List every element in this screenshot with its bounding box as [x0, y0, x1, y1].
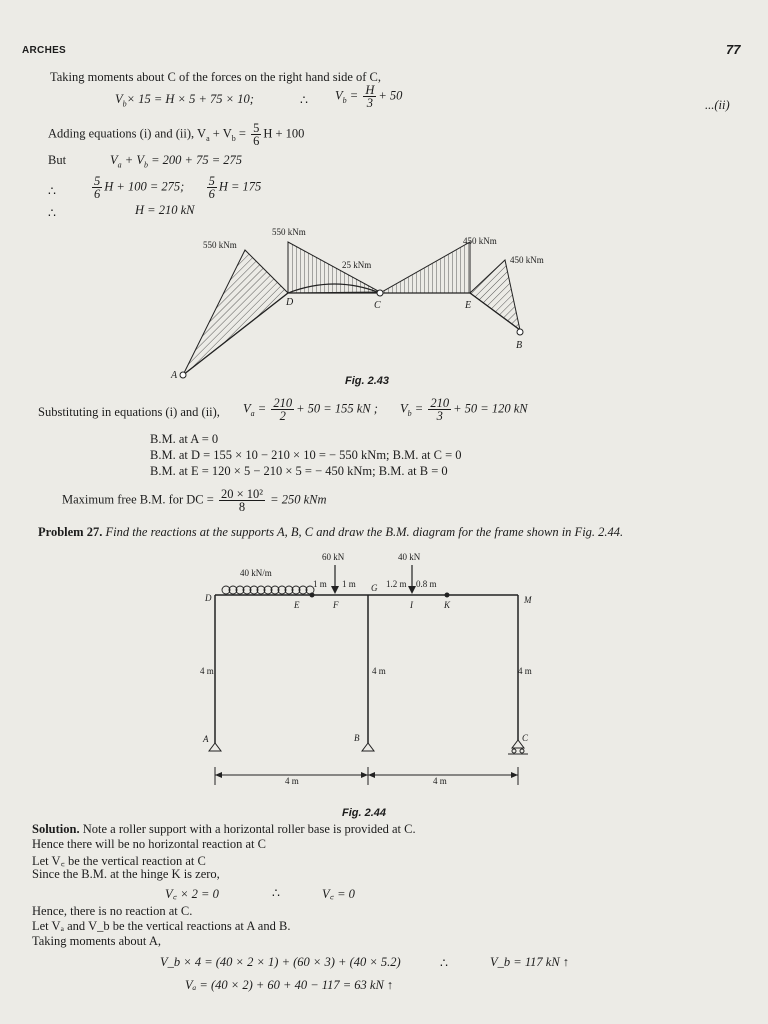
problem-statement: Problem 27. Find the reactions at the supports A, B, C and draw the B.M. diagram for the frame shown in Fig. 2.44.: [38, 525, 624, 539]
therefore-symbol: ∴: [48, 184, 56, 198]
label-udl: 40 kN/m: [240, 568, 272, 578]
figure-caption-2-43: Fig. 2.43: [345, 375, 390, 387]
label-550-top: 550 kNm: [272, 227, 306, 237]
solution-line-1: Solution. Note a roller support with a horizontal roller base is provided at C.: [32, 822, 416, 836]
label-i: I: [410, 600, 413, 610]
substitution-text: Substituting in equations (i) and (ii),: [38, 405, 220, 419]
bm-line-1: B.M. at A = 0: [150, 432, 219, 446]
load-60-arrowhead: [331, 586, 339, 594]
substitution-va: $V_a$ = $\frac{210}{2}$ + 50 = 155 kN ;: [243, 396, 378, 423]
frame-diagram-fig-2-44: [0, 545, 768, 795]
eq5: H = 210 kN: [135, 203, 195, 217]
dim-1m-b: 1 m: [342, 579, 356, 589]
figure-caption-2-44: Fig. 2.44: [342, 807, 387, 819]
width-1: 4 m: [285, 776, 299, 786]
eq1-lhs: $V_b\times 15 = H \times 5 + 75 \times 10$;: [115, 92, 254, 109]
height-a: 4 m: [200, 666, 214, 676]
solution-moment-eq: V_b × 4 = (40 × 2 × 1) + (60 × 3) + (40 × 5.2): [160, 955, 401, 969]
label-c: C: [374, 300, 381, 311]
height-b: 4 m: [372, 666, 386, 676]
page-number: 77: [726, 42, 741, 57]
support-b: [517, 329, 523, 335]
but-label: But: [48, 153, 67, 167]
label-b: B: [516, 340, 523, 351]
udl-load: [222, 586, 314, 594]
solution-va-result: Vₐ = (40 × 2) + 60 + 40 − 117 = 63 kN ↑: [185, 978, 394, 992]
equation-tag: ...(ii): [705, 98, 730, 112]
solution-line-6: Hence, there is no reaction at C.: [32, 904, 193, 918]
running-header: ARCHES: [22, 45, 67, 56]
label-450-top: 450 kNm: [463, 236, 497, 246]
label-550-left: 550 kNm: [203, 240, 237, 250]
label-40kn: 40 kN: [398, 552, 421, 562]
support-a-symbol: [209, 743, 221, 751]
therefore-symbol: ∴: [300, 93, 308, 107]
eq1-intro: Taking moments about C of the forces on the right hand side of C,: [50, 70, 382, 84]
solution-line-7: Let Vₐ and V_b be the vertical reactions at A and B.: [32, 919, 291, 933]
bm-region-ad: [183, 250, 288, 375]
therefore-symbol: ∴: [440, 956, 448, 970]
label-450-right: 450 kNm: [510, 255, 544, 265]
label-c: C: [522, 733, 529, 743]
hinge-c: [377, 290, 383, 296]
eq1-rhs: $V_b$ = $\frac{H}{3}$ + 50: [335, 83, 403, 110]
bm-region-eb: [470, 260, 520, 330]
therefore-symbol: ∴: [272, 886, 280, 900]
label-a: A: [203, 734, 209, 744]
dim-1-2m: 1.2 m: [386, 579, 407, 589]
label-g: G: [371, 583, 378, 593]
point-e: [310, 593, 315, 598]
substitution-vb: $V_b$ = $\frac{210}{3}$ + 50 = 120 kN: [400, 396, 528, 423]
eq4: $\frac{5}{6}$ H + 100 = 275; $\frac{5}{6}$ H = 175: [94, 174, 262, 201]
solution-line-3: Let V꜀ be the vertical reaction at C: [32, 854, 206, 868]
hinge-k: [445, 593, 450, 598]
label-25: 25 kNm: [342, 260, 372, 270]
support-b-symbol: [362, 743, 374, 751]
therefore-symbol: ∴: [48, 206, 56, 220]
solution-line-2: Hence there will be no horizontal reaction at C: [32, 837, 266, 851]
label-e: E: [294, 600, 300, 610]
load-40-arrowhead: [408, 586, 416, 594]
label-d: D: [205, 593, 212, 603]
support-a: [180, 372, 186, 378]
solution-line-8: Taking moments about A,: [32, 934, 161, 948]
label-k: K: [444, 600, 451, 610]
label-f: F: [333, 600, 339, 610]
label-b: B: [354, 733, 360, 743]
height-c: 4 m: [518, 666, 532, 676]
label-d: D: [286, 297, 294, 308]
bm-region-ce: [380, 242, 470, 293]
label-60kn: 60 kN: [322, 552, 345, 562]
solution-eq-hinge: V꜀ × 2 = 0: [165, 887, 219, 901]
eq3: $V_a + V_b = 200 + 75 = 275$: [110, 153, 243, 170]
width-2: 4 m: [433, 776, 447, 786]
dim-1m-a: 1 m: [313, 579, 327, 589]
label-m: M: [524, 595, 532, 605]
eq2: Adding equations (i) and (ii), $V_a + V_b$ = $\frac{5}{6}$ H + 100: [48, 121, 305, 148]
bm-line-2: B.M. at D = 155 × 10 − 210 × 10 = − 550 kNm; B.M. at C = 0: [150, 448, 462, 462]
solution-vb-result: V_b = 117 kN ↑: [490, 955, 570, 969]
solution-vc: V꜀ = 0: [322, 887, 355, 901]
solution-line-4: Since the B.M. at the hinge K is zero,: [32, 867, 220, 881]
bending-moment-diagram-fig-2-43: [0, 220, 768, 395]
bm-line-3: B.M. at E = 120 × 5 − 210 × 5 = − 450 kNm; B.M. at B = 0: [150, 464, 448, 478]
dim-0-8m: 0.8 m: [416, 579, 437, 589]
label-e: E: [465, 300, 472, 311]
label-a: A: [171, 370, 178, 381]
max-bm: Maximum free B.M. for DC = $\frac{\text{20 × 10²}}{8}$ = 250 kNm: [62, 487, 327, 514]
